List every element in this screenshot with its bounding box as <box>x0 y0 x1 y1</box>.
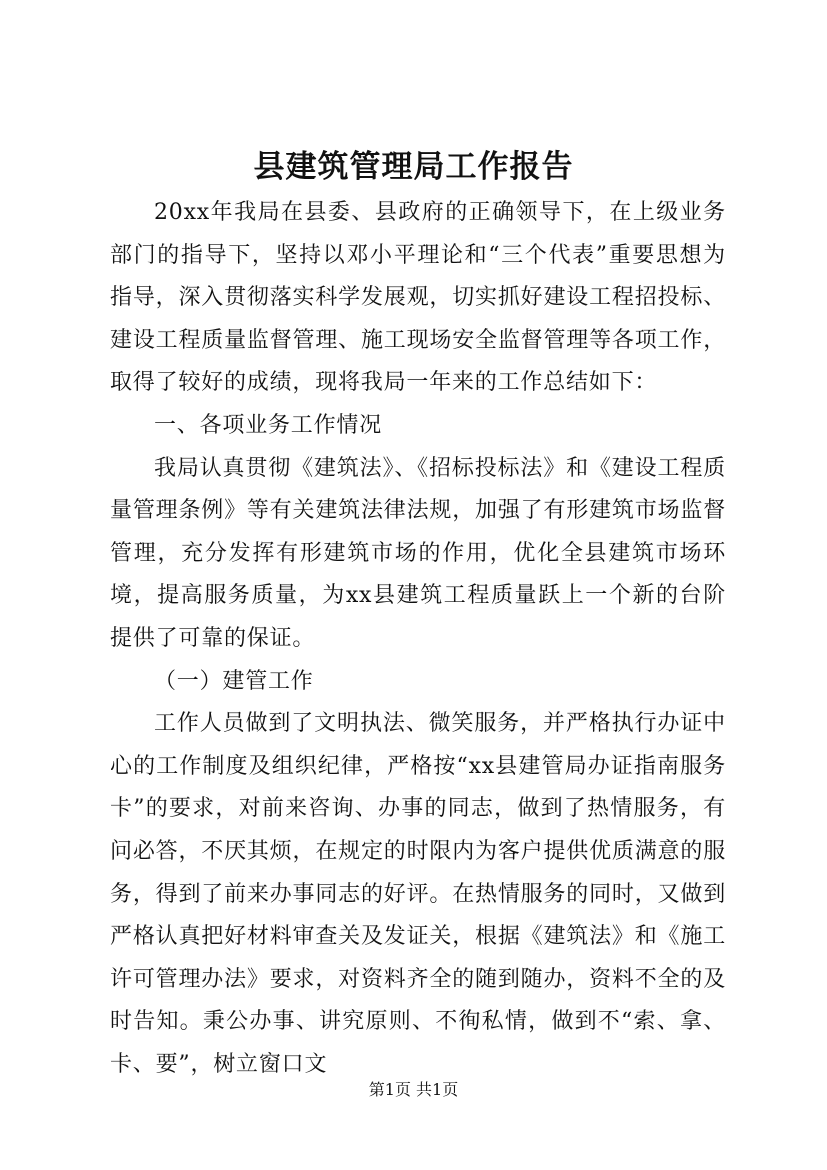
paragraph-section-1: 我局认真贯彻《建筑法》、《招标投标法》和《建设工程质量管理条例》等有关建筑法律法规，加强了有形建筑市场监督管理，充分发挥有形建筑市场的作用，优化全县建筑市场环境，提高服务质量，为xx县建筑工程质量跃上一个新的台阶提供了可靠的保证。 <box>110 455 726 651</box>
document-title: 县建筑管理局工作报告 <box>253 149 574 185</box>
paragraph-subsection-1: 工作人员做到了文明执法、微笑服务，并严格执行办证中心的工作制度及组织纪律，严格按“xx县建管局办证指南服务卡”的要求，对前来咨询、办事的同志，做到了热情服务，有问必答，不厌其烦，在规定的时限内为客户提供优质满意的服务，得到了前来办事同志的好评。在热情服务的同时，又做到严格认真把好材料审查关及发证关，根据《建筑法》和《施工许可管理办法》要求，对资料齐全的随到随办，资料不全的及时告知。秉公办事、讲究原则、不徇私情，做到不“索、拿、卡、要”，树立窗口文 <box>110 711 726 1077</box>
paragraph-intro: 20xx年我局在县委、县政府的正确领导下，在上级业务部门的指导下，坚持以邓小平理论和“三个代表”重要思想为指导，深入贯彻落实科学发展观，切实抓好建设工程招投标、建设工程质量监督管理、施工现场安全监督管理等各项工作，取得了较好的成绩，现将我局一年来的工作总结如下： <box>110 200 726 396</box>
page-footer: 第1页 共1页 <box>368 1080 459 1099</box>
document-body <box>110 192 726 1086</box>
section-heading-1: 一、各项业务工作情况 <box>154 412 383 438</box>
subsection-heading-1: （一）建管工作 <box>154 668 314 694</box>
